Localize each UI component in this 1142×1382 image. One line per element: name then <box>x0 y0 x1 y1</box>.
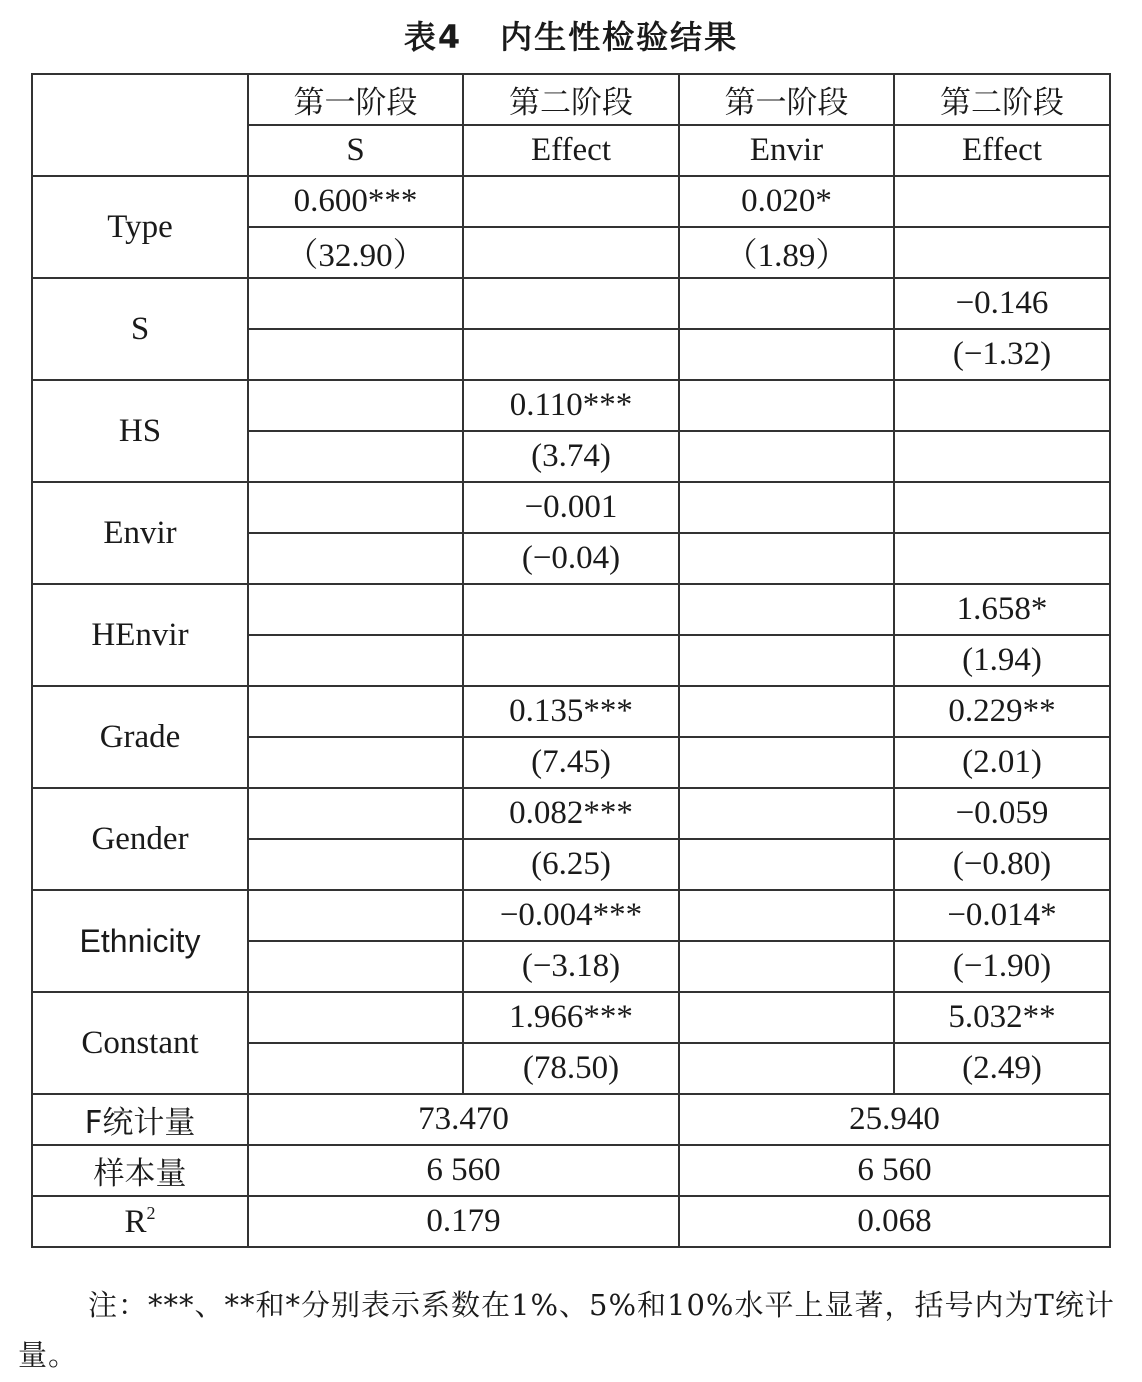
coef-cell: 0.135*** <box>463 686 679 737</box>
coef-cell <box>248 788 463 839</box>
tstat-cell <box>679 1043 894 1094</box>
tstat-cell <box>463 329 679 380</box>
table-title <box>0 12 1142 58</box>
var-header: Effect <box>463 125 679 176</box>
coef-cell: 0.229** <box>894 686 1110 737</box>
row-label: S <box>32 278 248 380</box>
table-row <box>32 584 1110 635</box>
coef-cell <box>679 992 894 1043</box>
coef-cell <box>248 992 463 1043</box>
header-row-stage <box>32 74 1110 125</box>
stat-label: 样本量 <box>32 1145 248 1196</box>
tstat-cell: (1.94) <box>894 635 1110 686</box>
coef-cell <box>463 584 679 635</box>
tstat-cell: (3.74) <box>463 431 679 482</box>
coef-cell <box>894 380 1110 431</box>
tstat-cell: (7.45) <box>463 737 679 788</box>
tstat-cell <box>463 227 679 278</box>
table-row <box>32 176 1110 227</box>
tstat-cell: (−0.04) <box>463 533 679 584</box>
coef-cell: 0.600*** <box>248 176 463 227</box>
tstat-cell <box>248 839 463 890</box>
tstat-cell: （1.89） <box>679 227 894 278</box>
coef-cell <box>679 686 894 737</box>
coef-cell: −0.146 <box>894 278 1110 329</box>
coef-cell: −0.059 <box>894 788 1110 839</box>
tstat-cell <box>248 737 463 788</box>
tstat-cell: (2.49) <box>894 1043 1110 1094</box>
tstat-cell <box>248 533 463 584</box>
tstat-cell <box>679 431 894 482</box>
var-header: Envir <box>679 125 894 176</box>
corner-cell <box>32 74 248 176</box>
stat-row-r2 <box>32 1196 1110 1247</box>
stat-label <box>32 1196 248 1247</box>
stage-header: 第一阶段 <box>248 74 463 125</box>
r2-superscript: 2 <box>146 1202 156 1223</box>
coef-cell <box>679 278 894 329</box>
tstat-cell: (−0.80) <box>894 839 1110 890</box>
tstat-cell <box>679 329 894 380</box>
tstat-cell: (−1.90) <box>894 941 1110 992</box>
table-row <box>32 992 1110 1043</box>
tstat-cell <box>679 737 894 788</box>
table-row <box>32 890 1110 941</box>
row-label: Type <box>32 176 248 278</box>
coef-cell: 1.658* <box>894 584 1110 635</box>
coef-cell: 5.032** <box>894 992 1110 1043</box>
stat-value: 73.470 <box>248 1094 679 1145</box>
stat-row-n <box>32 1145 1110 1196</box>
stat-label: F统计量 <box>32 1094 248 1145</box>
stat-value: 6 560 <box>248 1145 679 1196</box>
results-table <box>31 73 1111 1248</box>
stat-value: 0.068 <box>679 1196 1110 1247</box>
coef-cell <box>894 176 1110 227</box>
table-row <box>32 278 1110 329</box>
table-row <box>32 788 1110 839</box>
coef-cell: −0.004*** <box>463 890 679 941</box>
tstat-cell: (−3.18) <box>463 941 679 992</box>
tstat-cell <box>894 533 1110 584</box>
stat-row-f <box>32 1094 1110 1145</box>
tstat-cell <box>894 431 1110 482</box>
tstat-cell <box>248 1043 463 1094</box>
coef-cell <box>894 482 1110 533</box>
coef-cell <box>679 482 894 533</box>
coef-cell <box>679 890 894 941</box>
row-label: Envir <box>32 482 248 584</box>
row-label: HS <box>32 380 248 482</box>
coef-cell: 1.966*** <box>463 992 679 1043</box>
coef-cell: −0.001 <box>463 482 679 533</box>
r2-base: R <box>124 1203 147 1240</box>
table-number: 表4 <box>403 18 463 56</box>
stage-header: 第二阶段 <box>463 74 679 125</box>
table-caption: 内生性检验结果 <box>500 18 739 56</box>
tstat-cell: (−1.32) <box>894 329 1110 380</box>
tstat-cell <box>679 941 894 992</box>
row-label: Constant <box>32 992 248 1094</box>
var-header: Effect <box>894 125 1110 176</box>
tstat-cell: (6.25) <box>463 839 679 890</box>
coef-cell: −0.014* <box>894 890 1110 941</box>
coef-cell <box>463 176 679 227</box>
var-header: S <box>248 125 463 176</box>
coef-cell: 0.020* <box>679 176 894 227</box>
tstat-cell <box>679 533 894 584</box>
stat-value: 25.940 <box>679 1094 1110 1145</box>
coef-cell <box>248 890 463 941</box>
table-row <box>32 380 1110 431</box>
table-row <box>32 686 1110 737</box>
row-label: Grade <box>32 686 248 788</box>
row-label: HEnvir <box>32 584 248 686</box>
coef-cell <box>248 686 463 737</box>
tstat-cell <box>248 941 463 992</box>
table-row <box>32 482 1110 533</box>
tstat-cell <box>679 839 894 890</box>
tstat-cell <box>894 227 1110 278</box>
stat-value: 0.179 <box>248 1196 679 1247</box>
coef-cell <box>248 482 463 533</box>
stage-header: 第一阶段 <box>679 74 894 125</box>
coef-cell <box>248 584 463 635</box>
stat-value: 6 560 <box>679 1145 1110 1196</box>
tstat-cell: （32.90） <box>248 227 463 278</box>
tstat-cell <box>248 431 463 482</box>
coef-cell: 0.110*** <box>463 380 679 431</box>
coef-cell <box>248 380 463 431</box>
coef-cell <box>679 584 894 635</box>
coef-cell <box>248 278 463 329</box>
stage-header: 第二阶段 <box>894 74 1110 125</box>
table-note: 注：***、**和*分别表示系数在1%、5%和10%水平上显著，括号内为T统计量。 <box>18 1288 1115 1372</box>
tstat-cell: (2.01) <box>894 737 1110 788</box>
tstat-cell <box>248 635 463 686</box>
tstat-cell <box>679 635 894 686</box>
row-label: Ethnicity <box>32 890 248 992</box>
tstat-cell: (78.50) <box>463 1043 679 1094</box>
coef-cell <box>679 788 894 839</box>
tstat-cell <box>248 329 463 380</box>
coef-cell <box>679 380 894 431</box>
coef-cell <box>463 278 679 329</box>
tstat-cell <box>463 635 679 686</box>
row-label: Gender <box>32 788 248 890</box>
coef-cell: 0.082*** <box>463 788 679 839</box>
